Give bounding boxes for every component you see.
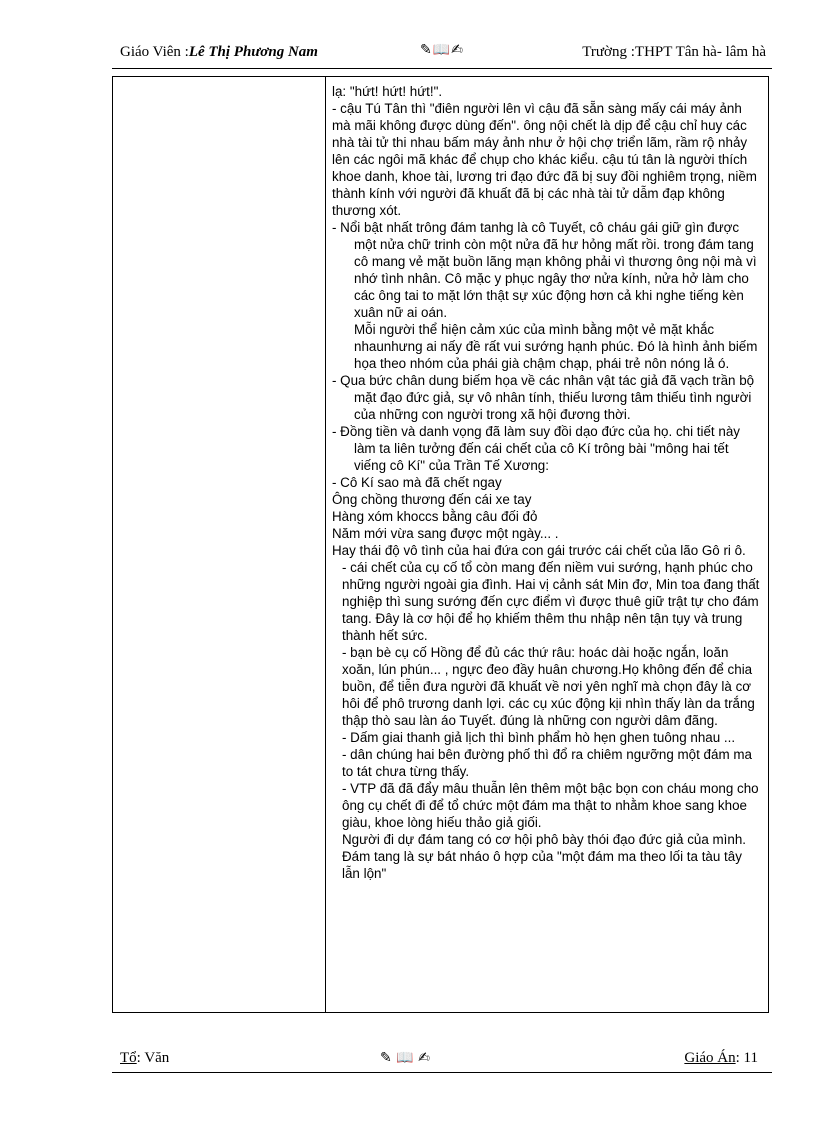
content-table bbox=[112, 76, 769, 1013]
content-paragraph: Ông chồng thương đến cái xe tay bbox=[332, 492, 532, 507]
content-cell bbox=[332, 83, 762, 882]
content-paragraph: Hàng xóm khoccs bằng câu đối đỏ bbox=[332, 509, 538, 524]
content-paragraph: - Qua bức chân dung biếm họa về các nhân vật tác giả đã vạch trần bộ mặt đạo đức giả, sự vô nhân tính, thiếu lương tâm thiếu tình người của những con người trong xã hội đương thời. bbox=[332, 373, 755, 422]
header-ornament-icon: ✎📖✍ bbox=[420, 42, 464, 58]
content-paragraph: - bạn bè cụ cố Hồng để đủ các thứ râu: hoác dài hoặc ngắn, loăn xoăn, lún phún... , ngực đeo đầy huân chương.Họ không đến để chia buồn, để tiễn đưa người đã khuất về nơi yên nghĩ mà chọn đây là cơ hôi để phô trương danh lợi. các cụ xúc động kịi nhìn thấy làn da trắng thập thò sau làn áo Tuyết. đúng là những con người dâm đãng. bbox=[342, 645, 755, 728]
lesson-label: Giáo Án bbox=[684, 1050, 736, 1066]
content-paragraph: - Nổi bật nhất trông đám tanhg là cô Tuyết, cô cháu gái giữ gìn được một nửa chữ trinh còn một nửa đã hư hỏng mất rồi. trong đám tang cô mang vẻ mặt buồn lãng mạn không phải vì thương ông nội mà vì nhớ tình nhân. Cô mặc y phục ngây thơ nửa kính, nửa hở làm cho các ông tai to mặt lớn thật sự xúc động hơn cả khi nghe tiếng kèn xuân nữ ai oán. bbox=[332, 220, 757, 320]
teacher-info bbox=[120, 44, 318, 61]
department-label: Tổ bbox=[120, 1050, 137, 1066]
content-paragraph: - VTP đã đã đẩy mâu thuẫn lên thêm một bậc bọn con cháu mong cho ông cụ chết đi để tổ chức một đám ma thật to nhằm khoe sang khoe giàu, khoe lòng hiếu thảo giả giối. bbox=[342, 781, 759, 830]
content-paragraph: Năm mới vừa sang được một ngày... . bbox=[332, 526, 559, 541]
teacher-label: Giáo Viên : bbox=[120, 44, 189, 60]
footer-ornament-icon: ✎ 📖 ✍ bbox=[380, 1050, 430, 1066]
content-paragraph: - dân chúng hai bên đường phố thì đổ ra chiêm ngưỡng một đám ma to tát chưa từng thấy. bbox=[342, 747, 752, 779]
content-paragraph: lạ: "hứt! hứt! hứt!". bbox=[332, 84, 443, 99]
page-header bbox=[112, 40, 772, 69]
content-paragraph: - cái chết của cụ cố tổ còn mang đến niềm vui sướng, hạnh phúc cho những người ngoài gia đình. Hai vị cảnh sát Min đơ, Min toa đang thất nghiệp thì sung sướng đến cực điểm vì được thuê giữ trật tự cho đám tang. Đây là cơ hội để họ khiếm thêm thu nhập nên tận tụy và trung thành hết sức. bbox=[342, 560, 760, 643]
column-divider bbox=[325, 77, 326, 1012]
content-paragraph: - Dấm giai thanh giả lịch thì bình phẩm hò hẹn ghen tuông nhau ... bbox=[342, 730, 736, 745]
school-name: Trường :THPT Tân hà- lâm hà bbox=[582, 44, 766, 60]
lesson-number: : 11 bbox=[735, 1050, 758, 1066]
content-paragraph: Hay thái độ vô tình của hai đứa con gái trước cái chết của lão Gô ri ô. bbox=[332, 543, 746, 558]
department-name: : Văn bbox=[136, 1050, 170, 1066]
lesson-info bbox=[684, 1050, 758, 1067]
content-paragraph: Mỗi người thể hiện cảm xúc của mình bằng một vẻ mặt khắc nhaunhưng ai nấy đề rất vui sướng hạnh phúc. Đó là hình ảnh biếm họa theo nhóm của phái già chậm chạp, phái trẻ nôn nóng lả ó. bbox=[354, 322, 758, 371]
teacher-name: Lê Thị Phương Nam bbox=[188, 44, 318, 60]
content-paragraph: - Cô Kí sao mà đã chết ngay bbox=[332, 475, 502, 490]
page-footer bbox=[112, 1048, 772, 1073]
department-info bbox=[120, 1050, 169, 1067]
content-paragraph: - Đồng tiền và danh vọng đã làm suy đồi dạo đức của họ. chi tiết này làm ta liên tưởng đến cái chết của cô Kí trông bài "mông hai tết viếng cô Kí" của Trần Tế Xương: bbox=[332, 424, 740, 473]
content-paragraph: Người đi dự đám tang có cơ hội phô bày thói đạo đức giả của mình. Đám tang là sự bát nháo ô hợp của "một đám ma theo lối ta tàu tây lẫn lộn" bbox=[342, 832, 746, 881]
content-paragraph: - cậu Tú Tân thì "điên người lên vì cậu đã sẵn sàng mấy cái máy ảnh mà mãi không được dùng đến". ông nội chết là dịp để cậu chỉ huy các nhà tài tử thi nhau bấm máy ảnh như ở hội chợ triển lãm, rầm rộ nhảy lên các ngôi mã khác để chụp cho khác kiểu. cậu tú tân là người thích khoe danh, khoe tài, lương tri đạo đức đã bị suy đồi nghiêm trọng, niềm thành kính với người đã khuất đã bị các nhà tài tử dẫm đạp không thương xót. bbox=[332, 101, 757, 218]
